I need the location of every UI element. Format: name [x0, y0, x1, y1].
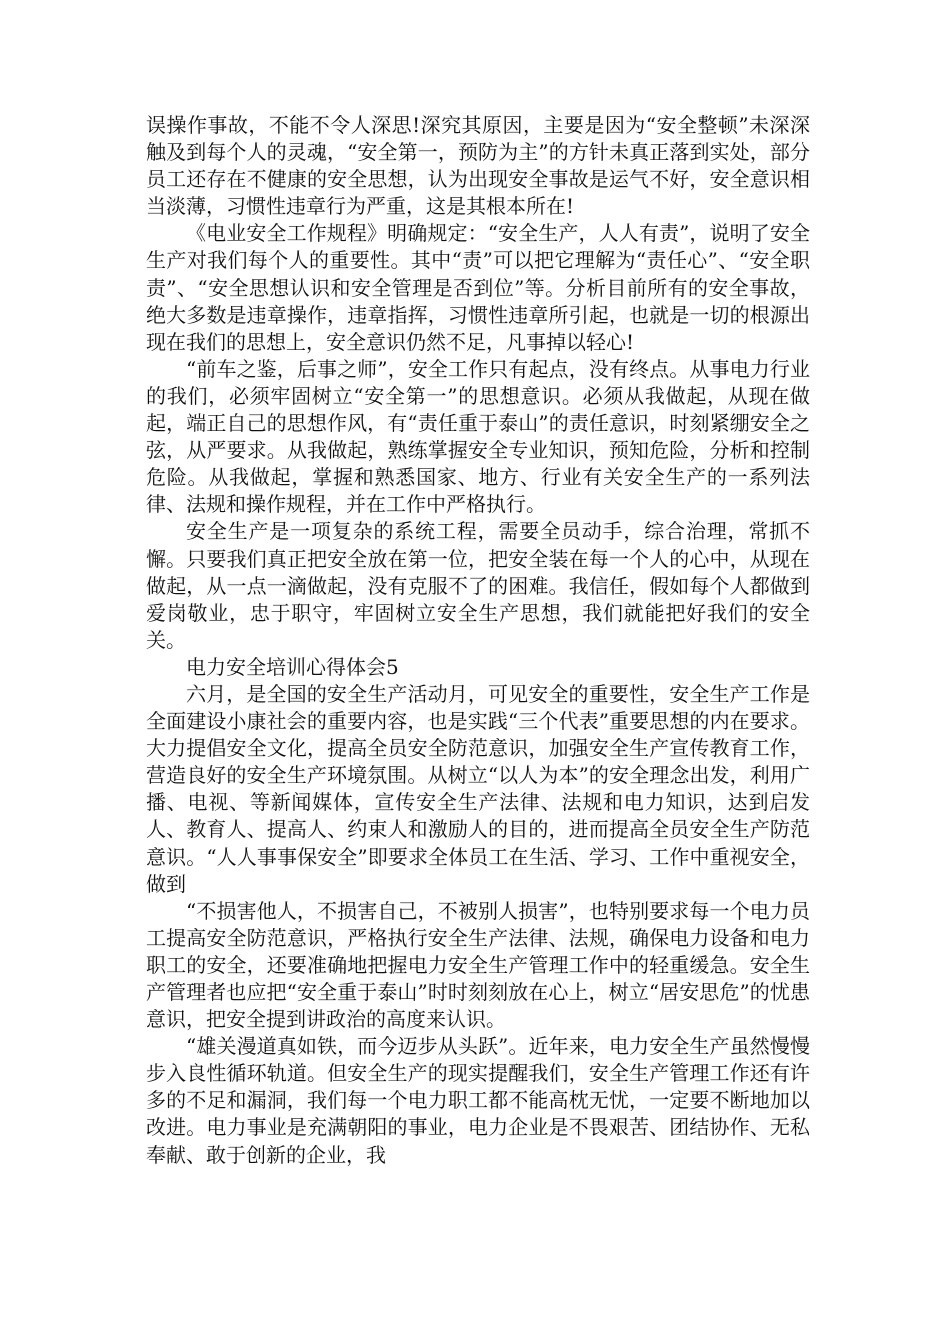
paragraph: “前车之鉴，后事之师”，安全工作只有起点，没有终点。从事电力行业的我们，必须牢固树立“安全第一”的思想意识。必须从我做起，从现在做起，端正自己的思想作风，有“责任重于泰山”的责任意识，时刻紧绷安全之弦，从严要求。从我做起，熟练掌握安全专业知识，预知危险，分析和控制危险。从我做起，掌握和熟悉国家、地方、行业有关安全生产的一系列法律、法规和操作规程，并在工作中严格执行。 [146, 356, 810, 517]
paragraph: 误操作事故，不能不令人深思!深究其原因，主要是因为“安全整顿”未深深触及到每个人的灵魂，“安全第一，预防为主”的方针未真正落到实处，部分员工还存在不健康的安全思想，认为出现安全事故是运气不好，安全意识相当淡薄，习惯性违章行为严重，这是其根本所在! [146, 113, 810, 219]
section-heading: 电力安全培训心得体会5 [186, 654, 399, 679]
paragraph: 六月，是全国的安全生产活动月，可见安全的重要性，安全生产工作是全面建设小康社会的重要内容，也是实践“三个代表”重要思想的内在要求。大力提倡安全文化，提高全员安全防范意识，加强安全生产宣传教育工作，营造良好的安全生产环境氛围。从树立“以人为本”的安全理念出发，利用广播、电视、等新闻媒体，宣传安全生产法律、法规和电力知识，达到启发人、教育人、提高人、约束人和激励人的目的，进而提高全员安全生产防范意识。“人人事事保安全”即要求全体员工在生活、学习、工作中重视安全，做到 [146, 681, 810, 896]
document-body [146, 112, 810, 1169]
paragraph: 安全生产是一项复杂的系统工程，需要全员动手，综合治理，常抓不懈。只要我们真正把安全放在第一位，把安全装在每一个人的心中，从现在做起，从一点一滴做起，没有克服不了的困难。我信任，假如每个人都做到爱岗敬业，忠于职守，牢固树立安全生产思想，我们就能把好我们的安全关。 [146, 519, 810, 652]
paragraph: “不损害他人，不损害自己，不被别人损害”，也特别要求每一个电力员工提高安全防范意识，严格执行安全生产法律、法规，确保电力设备和电力职工的安全，还要准确地把握电力安全生产管理工作中的轻重缓急。安全生产管理者也应把“安全重于泰山”时时刻刻放在心上，树立“居安思危”的忧患意识，把安全提到讲政治的高度来认识。 [146, 898, 810, 1032]
paragraph: “雄关漫道真如铁，而今迈步从头跃”。近年来，电力安全生产虽然慢慢步入良性循环轨道。但安全生产的现实提醒我们，安全生产管理工作还有许多的不足和漏洞，我们每一个电力职工都不能高枕无忧，一定要不断地加以改进。电力事业是充满朝阳的事业，电力企业是不畏艰苦、团结协作、无私奉献、敢于创新的企业，我 [146, 1034, 810, 1167]
paragraph: 《电业安全工作规程》明确规定：“安全生产，人人有责”，说明了安全生产对我们每个人的重要性。其中“责”可以把它理解为“责任心”、“安全职责”、“安全思想认识和安全管理是否到位”等。分析目前所有的安全事故，绝大多数是违章操作，违章指挥，习惯性违章所引起，也就是一切的根源出现在我们的思想上，安全意识仍然不足，凡事掉以轻心! [146, 221, 810, 354]
